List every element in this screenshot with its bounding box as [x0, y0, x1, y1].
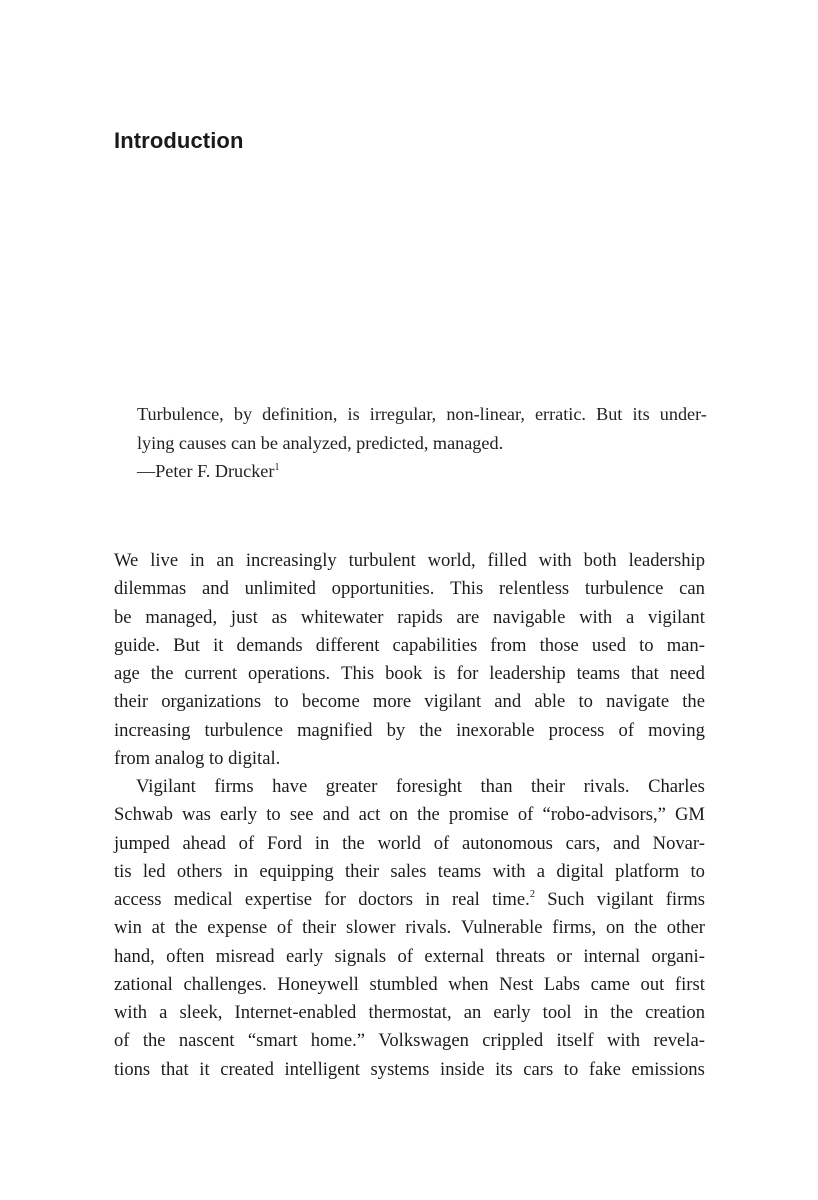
- word: This: [450, 578, 484, 600]
- word: tool: [542, 1002, 572, 1023]
- word: have: [272, 776, 308, 797]
- word: an: [463, 1002, 482, 1023]
- word: of: [276, 917, 293, 939]
- word: expense: [207, 917, 268, 939]
- word: Internet-enabled: [234, 1002, 357, 1023]
- word: win: [114, 917, 142, 939]
- word: navigable: [493, 606, 566, 628]
- word: the: [682, 691, 705, 713]
- word: greater: [325, 776, 378, 797]
- word: of: [433, 832, 450, 854]
- attribution-text: —Peter F. Drucker: [137, 461, 275, 481]
- word: on: [605, 917, 625, 939]
- word: irregular,: [369, 404, 437, 424]
- word: those: [539, 634, 579, 656]
- paragraph-line: [114, 858, 705, 886]
- epigraph: [137, 400, 707, 486]
- word: came: [590, 973, 630, 995]
- word: increasing: [114, 719, 191, 741]
- word: Labs: [543, 973, 581, 995]
- word: the: [634, 917, 657, 939]
- word: “robo-advisors,”: [542, 804, 666, 826]
- word: dilemmas: [114, 578, 187, 600]
- word: that: [630, 663, 659, 684]
- word: unlimited: [244, 578, 316, 600]
- word: under-: [659, 404, 707, 424]
- word: relentless: [498, 578, 570, 600]
- word: to: [563, 1058, 579, 1080]
- word: rapids: [397, 606, 443, 628]
- word: intelligent: [284, 1058, 360, 1080]
- word: Schwab: [114, 804, 173, 826]
- word: and: [202, 578, 229, 600]
- word: Charles: [648, 776, 705, 797]
- word: vigilant: [648, 606, 705, 628]
- word: magnified: [297, 719, 373, 741]
- word: creation: [645, 1002, 705, 1023]
- word: it: [199, 1058, 210, 1080]
- word: filled: [487, 550, 527, 571]
- word: increasingly: [245, 550, 337, 571]
- word: with: [114, 1002, 148, 1023]
- paragraph-line: [114, 999, 705, 1027]
- word: to: [690, 860, 705, 882]
- word: be: [114, 606, 132, 628]
- word: the: [419, 719, 442, 741]
- word: turbulence: [584, 578, 664, 600]
- word: Vulnerable: [461, 917, 543, 939]
- word: in: [233, 860, 249, 882]
- word: it: [213, 634, 224, 656]
- word: its: [632, 404, 650, 424]
- word: crippled: [482, 1030, 544, 1052]
- word: turbulent: [348, 550, 416, 571]
- word: live: [150, 550, 179, 571]
- word: out: [640, 973, 665, 995]
- word: as: [271, 606, 288, 628]
- word: to: [266, 804, 281, 826]
- word: guide.: [114, 634, 160, 656]
- word: equipping: [259, 860, 334, 882]
- word: by: [233, 404, 253, 424]
- word: the: [174, 917, 198, 939]
- word: in: [190, 550, 205, 571]
- word: But: [596, 404, 623, 424]
- word: act: [358, 804, 381, 826]
- word: nascent: [178, 1030, 235, 1052]
- word: to: [578, 691, 593, 713]
- word: than: [480, 776, 513, 797]
- word: stumbled: [369, 973, 438, 995]
- word: of: [618, 719, 635, 741]
- paragraph-line: [114, 943, 705, 971]
- word: non-linear,: [446, 404, 525, 424]
- word: and: [494, 691, 522, 713]
- word: become: [301, 691, 360, 713]
- word: autonomous: [461, 832, 553, 854]
- word: others: [176, 860, 223, 882]
- word: need: [669, 663, 705, 684]
- word: demands: [236, 634, 303, 656]
- word: book: [385, 663, 423, 684]
- paragraph-line: [114, 801, 705, 829]
- word: created: [220, 1058, 274, 1080]
- word: or: [556, 945, 573, 967]
- word: slower: [346, 917, 396, 939]
- word: Nest: [499, 973, 534, 995]
- word: fake: [588, 1058, 621, 1080]
- word: of: [238, 832, 255, 854]
- word: with: [492, 860, 526, 882]
- paragraph-line: [114, 660, 705, 688]
- word: for: [456, 663, 479, 684]
- word: platform: [615, 860, 680, 882]
- word: man-: [666, 634, 705, 656]
- word: other: [666, 917, 705, 939]
- word: when: [448, 973, 489, 995]
- line-text: access medical expertise for doctors in real time.: [114, 889, 530, 910]
- footnote-ref: 1: [274, 461, 280, 473]
- word: is: [433, 663, 446, 684]
- word: the: [150, 663, 174, 684]
- word: is: [347, 404, 360, 424]
- word: vigilant: [424, 691, 482, 713]
- word: their: [531, 776, 566, 797]
- word: with: [579, 606, 613, 628]
- word: rivals.: [583, 776, 630, 797]
- word: can: [679, 578, 705, 600]
- word: managed,: [145, 606, 218, 628]
- word: tis: [114, 860, 132, 882]
- paragraph-line: from analog to digital.: [114, 747, 281, 769]
- word: their: [345, 860, 380, 882]
- word: at: [151, 917, 166, 939]
- word: a: [625, 606, 635, 628]
- word: operations.: [248, 663, 331, 684]
- paragraph-line: [114, 575, 705, 603]
- paragraph-line: [114, 632, 705, 660]
- word: inside: [440, 1058, 485, 1080]
- word: teams: [576, 663, 621, 684]
- word: promise: [448, 804, 509, 826]
- word: by: [386, 719, 406, 741]
- word: systems: [370, 1058, 430, 1080]
- word: rivals.: [405, 917, 452, 939]
- word: see: [289, 804, 314, 826]
- word: external: [424, 945, 485, 967]
- word: leadership: [628, 550, 705, 571]
- word: sales: [390, 860, 427, 882]
- word: their: [302, 917, 337, 939]
- word: inexorable: [456, 719, 535, 741]
- word: whitewater: [300, 606, 384, 628]
- word: Honeywell: [277, 973, 359, 995]
- word: itself: [556, 1030, 594, 1052]
- word: both: [583, 550, 617, 571]
- word: early: [219, 804, 258, 826]
- word: just: [230, 606, 258, 628]
- word: hand,: [114, 945, 155, 967]
- word: the: [142, 1030, 166, 1052]
- word: We: [114, 550, 139, 571]
- word: Volkswagen: [378, 1030, 469, 1052]
- word: the: [342, 832, 365, 854]
- word: different: [315, 634, 380, 656]
- word: that: [160, 1058, 189, 1080]
- word: a: [536, 860, 546, 882]
- word: Novar-: [652, 832, 705, 854]
- word: in: [314, 832, 330, 854]
- word: emissions: [631, 1058, 705, 1080]
- word: capabilities: [392, 634, 478, 656]
- word: organi-: [651, 945, 705, 967]
- word: threats: [495, 945, 546, 967]
- word: often: [166, 945, 205, 967]
- word: from: [490, 634, 527, 656]
- word: able: [534, 691, 566, 713]
- word: foresight: [395, 776, 462, 797]
- word: jumped: [114, 832, 170, 854]
- word: and: [322, 804, 350, 826]
- word: cars: [523, 1058, 554, 1080]
- paragraph-line: [114, 971, 705, 999]
- word: challenges.: [183, 973, 267, 995]
- word: home.”: [310, 1030, 366, 1052]
- word: This: [341, 663, 375, 684]
- word: firms: [214, 776, 254, 797]
- line-segment: [114, 889, 535, 910]
- word: Ford: [266, 832, 303, 854]
- word: signals: [334, 945, 387, 967]
- word: in: [583, 1002, 599, 1023]
- word: more: [372, 691, 412, 713]
- word: of: [517, 804, 534, 826]
- word: first: [674, 973, 705, 995]
- word: the: [610, 1002, 633, 1023]
- word: of: [397, 945, 413, 967]
- paragraph-line: [114, 914, 705, 942]
- word: cars,: [565, 832, 601, 854]
- word: GM: [674, 804, 705, 826]
- word: the: [417, 804, 440, 826]
- word: teams: [437, 860, 482, 882]
- word: definition,: [262, 404, 338, 424]
- word: erratic.: [534, 404, 586, 424]
- word: internal: [583, 945, 641, 967]
- word: sleek,: [179, 1002, 223, 1023]
- word: current: [184, 663, 238, 684]
- epigraph-attribution: [137, 457, 707, 486]
- word: early: [285, 945, 324, 967]
- epigraph-line: lying causes can be analyzed, predicted, managed.: [137, 432, 504, 453]
- paragraph-line: [114, 830, 705, 858]
- word: process: [548, 719, 605, 741]
- word: with: [606, 1030, 640, 1052]
- paragraph-line: [114, 547, 705, 575]
- word: world,: [427, 550, 476, 571]
- word: moving: [648, 719, 705, 741]
- word: are: [456, 606, 480, 628]
- word: led: [142, 860, 166, 882]
- paragraph-line: [114, 604, 705, 632]
- word: Vigilant: [136, 776, 196, 797]
- word: their: [114, 691, 149, 713]
- word: with: [538, 550, 572, 571]
- word: a: [159, 1002, 168, 1023]
- word: firms,: [552, 917, 597, 939]
- epigraph-line: [137, 400, 707, 429]
- word: and: [613, 832, 640, 854]
- word: “smart: [247, 1030, 298, 1052]
- word: digital: [556, 860, 604, 882]
- word: was: [181, 804, 211, 826]
- word: zational: [114, 973, 173, 995]
- word: But: [173, 634, 200, 656]
- word: to: [274, 691, 289, 713]
- paragraph-line: [114, 1027, 705, 1055]
- word: tions: [114, 1058, 151, 1080]
- word: revela-: [653, 1030, 705, 1052]
- word: an: [216, 550, 234, 571]
- paragraph-line: [114, 688, 705, 716]
- footnote-ref: 2: [529, 889, 535, 901]
- word: on: [389, 804, 408, 826]
- word: turbulence: [204, 719, 283, 741]
- word: organizations: [161, 691, 262, 713]
- paragraph-line: [114, 717, 705, 745]
- body-text: [114, 547, 705, 1084]
- paragraph-line: [114, 886, 705, 914]
- chapter-title: Introduction: [114, 128, 244, 153]
- line-text: Such vigilant firms: [534, 889, 705, 910]
- word: misread: [215, 945, 275, 967]
- word: of: [114, 1030, 130, 1052]
- word: thermostat,: [368, 1002, 452, 1023]
- paragraph-line: [114, 1056, 705, 1084]
- word: to: [639, 634, 654, 656]
- word: used: [591, 634, 627, 656]
- word: opportunities.: [331, 578, 435, 600]
- paragraph-line: [114, 773, 705, 801]
- word: Turbulence,: [137, 404, 224, 424]
- word: world: [377, 832, 421, 854]
- word: its: [495, 1058, 513, 1080]
- word: ahead: [182, 832, 226, 854]
- word: navigate: [606, 691, 670, 713]
- word: early: [493, 1002, 531, 1023]
- word: age: [114, 663, 140, 684]
- word: leadership: [489, 663, 566, 684]
